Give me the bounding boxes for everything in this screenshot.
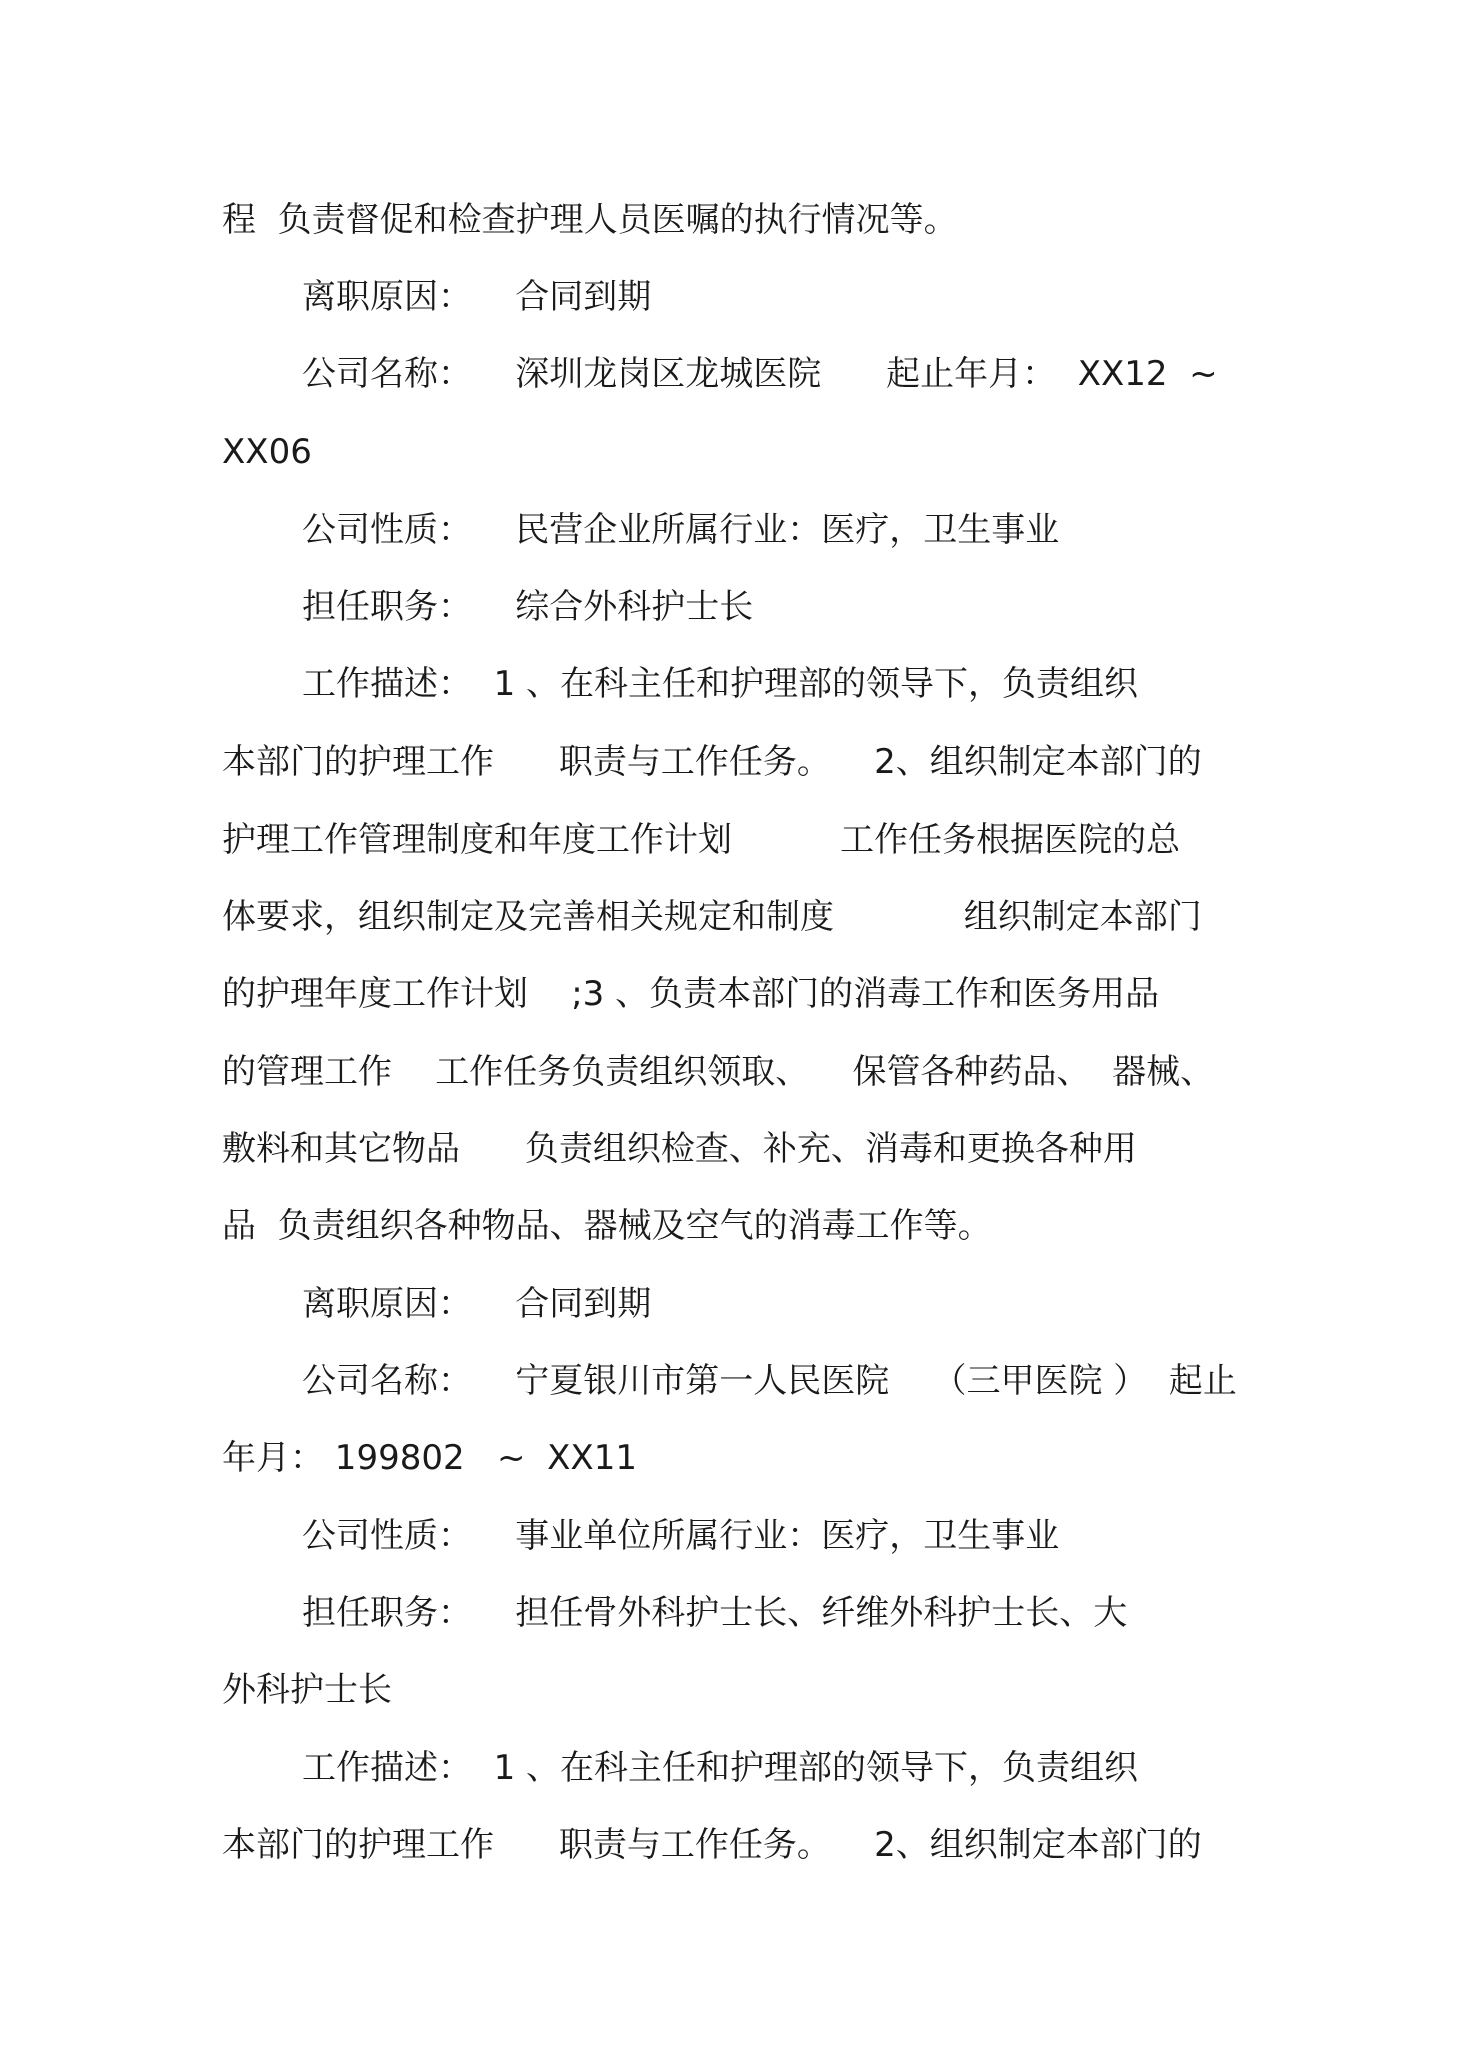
- text-line-19: 担任职务： 担任骨外科护士长、纤维外科护士长、大: [302, 1593, 1128, 1633]
- text-line-13: 敷料和其它物品 负责组织检查、补充、消毒和更换各种用: [222, 1129, 1137, 1169]
- text-line-6: 担任职务： 综合外科护士长: [302, 587, 754, 627]
- text-line-3: 公司名称： 深圳龙岗区龙城医院 起止年月： XX12 ~: [302, 354, 1218, 394]
- text-line-11: 的护理年度工作计划 ;3 、负责本部门的消毒工作和医务用品: [222, 974, 1160, 1014]
- text-line-14: 品 负责组织各种物品、器械及空气的消毒工作等。: [222, 1206, 992, 1246]
- text-line-12: 的管理工作 工作任务负责组织领取、 保管各种药品、 器械、: [222, 1052, 1215, 1092]
- text-line-7: 工作描述： 1 、在科主任和护理部的领导下，负责组织: [302, 664, 1139, 704]
- text-line-17: 年月： 199802 ~ XX11: [222, 1438, 637, 1478]
- text-line-8: 本部门的护理工作 职责与工作任务。 2、组织制定本部门的: [222, 742, 1202, 782]
- text-line-10: 体要求，组织制定及完善相关规定和制度 组织制定本部门: [222, 897, 1202, 937]
- text-line-16: 公司名称： 宁夏银川市第一人民医院 （三甲医院 ） 起止: [302, 1361, 1237, 1401]
- text-line-18: 公司性质： 事业单位所属行业：医疗，卫生事业: [302, 1516, 1060, 1556]
- text-line-15: 离职原因： 合同到期: [302, 1284, 652, 1324]
- text-line-5: 公司性质： 民营企业所属行业：医疗，卫生事业: [302, 510, 1060, 550]
- text-line-20: 外科护士长: [222, 1670, 392, 1710]
- text-line-2: 离职原因： 合同到期: [302, 277, 652, 317]
- text-line-4: XX06: [222, 432, 312, 472]
- text-line-22: 本部门的护理工作 职责与工作任务。 2、组织制定本部门的: [222, 1825, 1202, 1865]
- text-line-9: 护理工作管理制度和年度工作计划 工作任务根据医院的总: [222, 820, 1181, 860]
- text-line-21: 工作描述： 1 、在科主任和护理部的领导下，负责组织: [302, 1748, 1139, 1788]
- text-line-1: 程 负责督促和检查护理人员医嘱的执行情况等。: [222, 200, 958, 240]
